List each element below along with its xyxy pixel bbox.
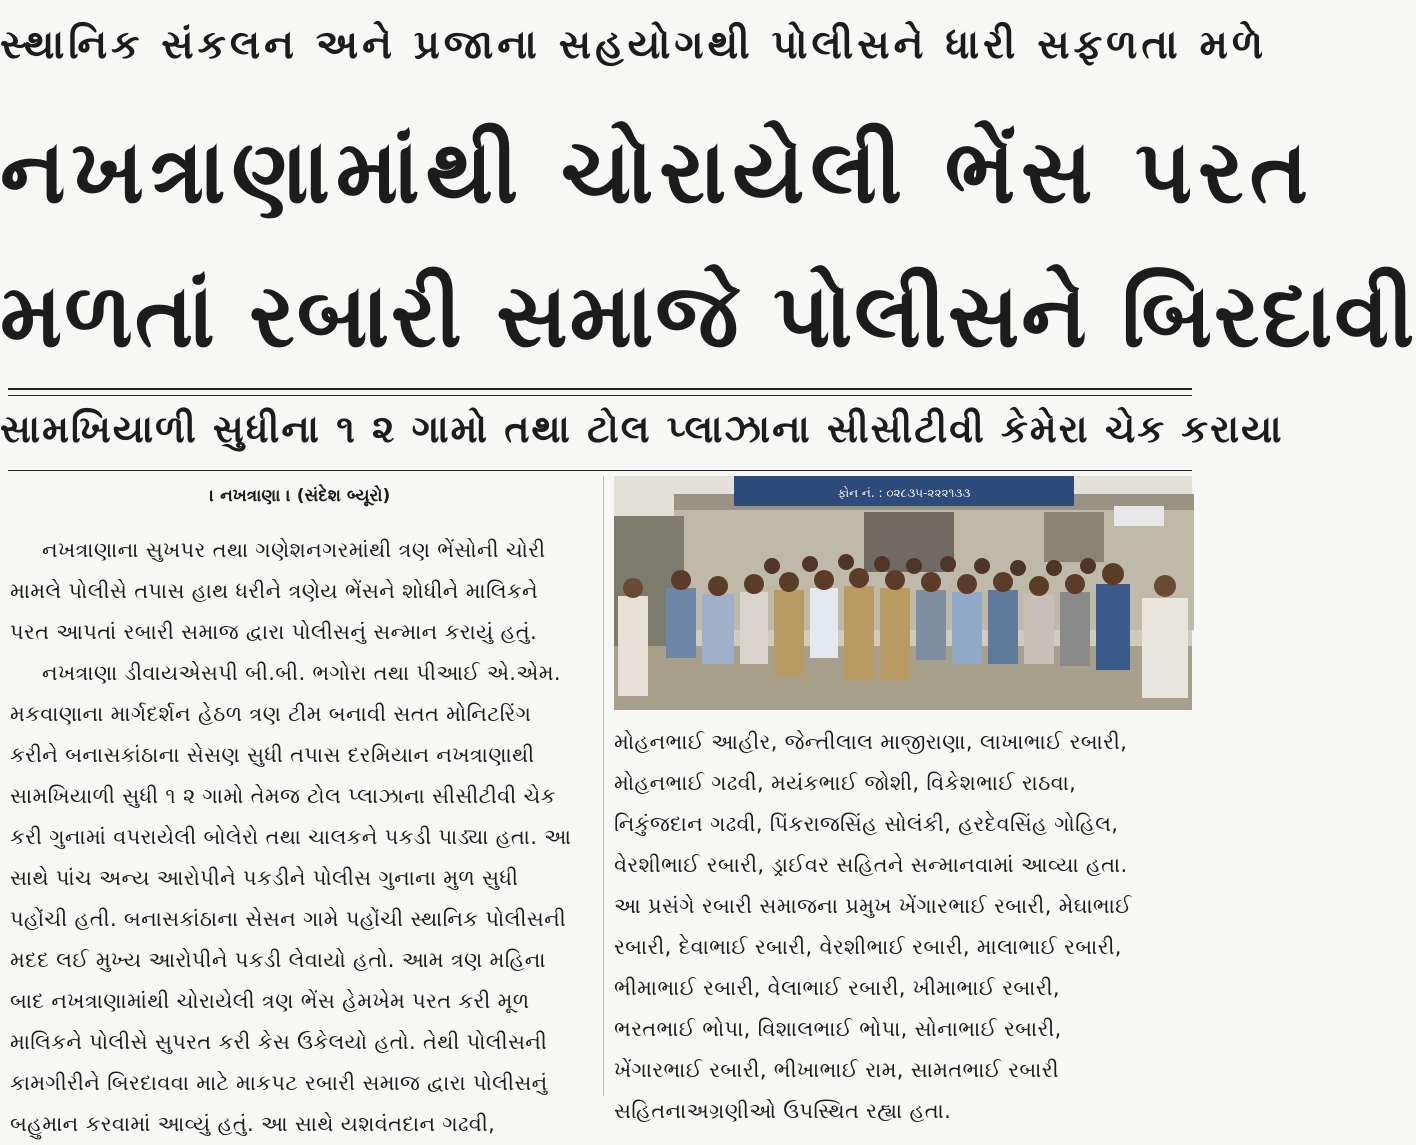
body-line: સહિતનાઅગ્રણીઓ ઉપસ્થિત રહ્યા હતા.	[614, 1099, 952, 1123]
body-line: આ પ્રસંગે રબારી સમાજના પ્રમુખ ખેંગારભાઈ રબારી, મેઘાભાઈ	[614, 894, 1132, 918]
column-divider	[603, 476, 604, 1096]
body-line: ભરતભાઈ ભોપા, વિશાલભાઈ ભોપા, સોનાભાઈ રબારી,	[614, 1017, 1062, 1041]
body-line: બહુમાન કરવામાં આવ્યું હતું. આ સાથે યશવંતદાન ગઢવી,	[10, 1112, 496, 1136]
body-line: મકવાણાના માર્ગદર્શન હેઠળ ત્રણ ટીમ બનાવી સતત મોનિટરિંગ	[10, 702, 532, 726]
body-line: સાથે પાંચ અન્ય આરોપીને પકડીને પોલીસ ગુનાના મુળ સુધી	[10, 866, 519, 890]
body-line: સામખિયાળી સુધી ૧ ૨ ગામો તેમજ ટોલ પ્લાઝાના સીસીટીવી ચેક	[10, 784, 556, 808]
kicker: સ્થાનિક સંકલન અને પ્રજાના સહયોગથી પોલીસને ધારી સફળતા મળે	[0, 22, 1268, 68]
body-right-column	[614, 722, 1192, 1132]
body-line: માલિકને પોલીસે સુપરત કરી કેસ ઉકેલયો હતો. તેથી પોલીસની	[10, 1030, 548, 1054]
body-line: મોહનભાઈ ગઢવી, મયંકભાઈ જોશી, વિકેશભાઈ રાઠવા,	[614, 771, 1077, 795]
subheadline: સામખિયાળી સુધીના ૧ ૨ ગામો તથા ટોલ પ્લાઝાના સીસીટીવી કેમેરા ચેક કરાયા	[0, 407, 1284, 451]
body-line: કરી ગુનામાં વપરાયેલી બોલેરો તથા ચાલકને પકડી પાડ્યા હતા. આ	[10, 825, 572, 849]
body-line: કામગીરીને બિરદાવવા માટે માકપટ રબારી સમાજ દ્વારા પોલીસનું	[10, 1071, 548, 1095]
body-line: નખત્રાણાના સુખપર તથા ગણેશનગરમાંથી ત્રણ ભેંસોની ચોરી	[42, 538, 546, 562]
rule-top-thin	[8, 395, 1192, 396]
body-line: બાદ નખત્રાણામાંથી ચોરાયેલી ત્રણ ભેંસ હેમખેમ પરત કરી મૂળ	[10, 989, 530, 1013]
rule-under-subhead	[8, 470, 1192, 471]
body-left-column	[10, 530, 596, 1145]
body-line: ખેંગારભાઈ રબારી, ભીખાભાઈ રામ, સામતભાઈ રબારી	[614, 1058, 1059, 1082]
body-line: મોહનભાઈ આહીર, જેન્તીલાલ માજીરાણા, લાખાભાઈ રબારી,	[614, 730, 1128, 754]
body-line: મામલે પોલીસે તપાસ હાથ ધરીને ત્રણેય ભેંસને શોધીને માલિકને	[10, 579, 538, 603]
body-line: નિકુંજદાન ગઢવી, પિંકરાજસિંહ સોલંકી, હરદેવસિંહ ગોહિલ,	[614, 812, 1119, 836]
headline-line-1: નખત્રાણામાંથી ચોરાયેલી ભેંસ પરત	[0, 120, 1314, 223]
body-line: નખત્રાણા ડીવાયએસપી બી.બી. ભગોરા તથા પીઆઈ એ.એમ.	[42, 661, 561, 685]
photo-sign-text: ફોન નં. : ૦૨૮૩૫-૨૨૨૧૩૩	[837, 486, 971, 500]
body-line: પહોંચી હતી. બનાસકાંઠાના સેસન ગામે પહોંચી સ્થાનિક પોલીસની	[10, 907, 567, 931]
news-photo	[614, 476, 1192, 710]
rule-top	[8, 388, 1192, 390]
body-line: કરીને બનાસકાંઠાના સેસણ સુધી તપાસ દરમિયાન નખત્રાણાથી	[10, 743, 535, 767]
headline-line-2: મળતાં રબારી સમાજે પોલીસને બિરદાવી	[0, 264, 1416, 367]
body-line: રબારી, દેવાભાઈ રબારી, વેરશીભાઈ રબારી, માલાભાઈ રબારી,	[614, 935, 1122, 959]
body-line: ભીમાભાઈ રબારી, વેલાભાઈ રબારી, ખીમાભાઈ રબારી,	[614, 976, 1060, 1000]
body-line: પરત આપતાં રબારી સમાજ દ્વારા પોલીસનું સન્માન કરાયું હતું.	[10, 620, 537, 644]
dateline: । નખત્રાણા । (સંદેશ બ્યૂરો)	[209, 486, 391, 506]
body-line: મદદ લઈ મુખ્ય આરોપીને પકડી લેવાયો હતો. આમ ત્રણ મહિના	[10, 948, 546, 972]
body-line: વેરશીભાઈ રબારી, ડ્રાઈવર સહિતને સન્માનવામાં આવ્યા હતા.	[614, 853, 1128, 877]
